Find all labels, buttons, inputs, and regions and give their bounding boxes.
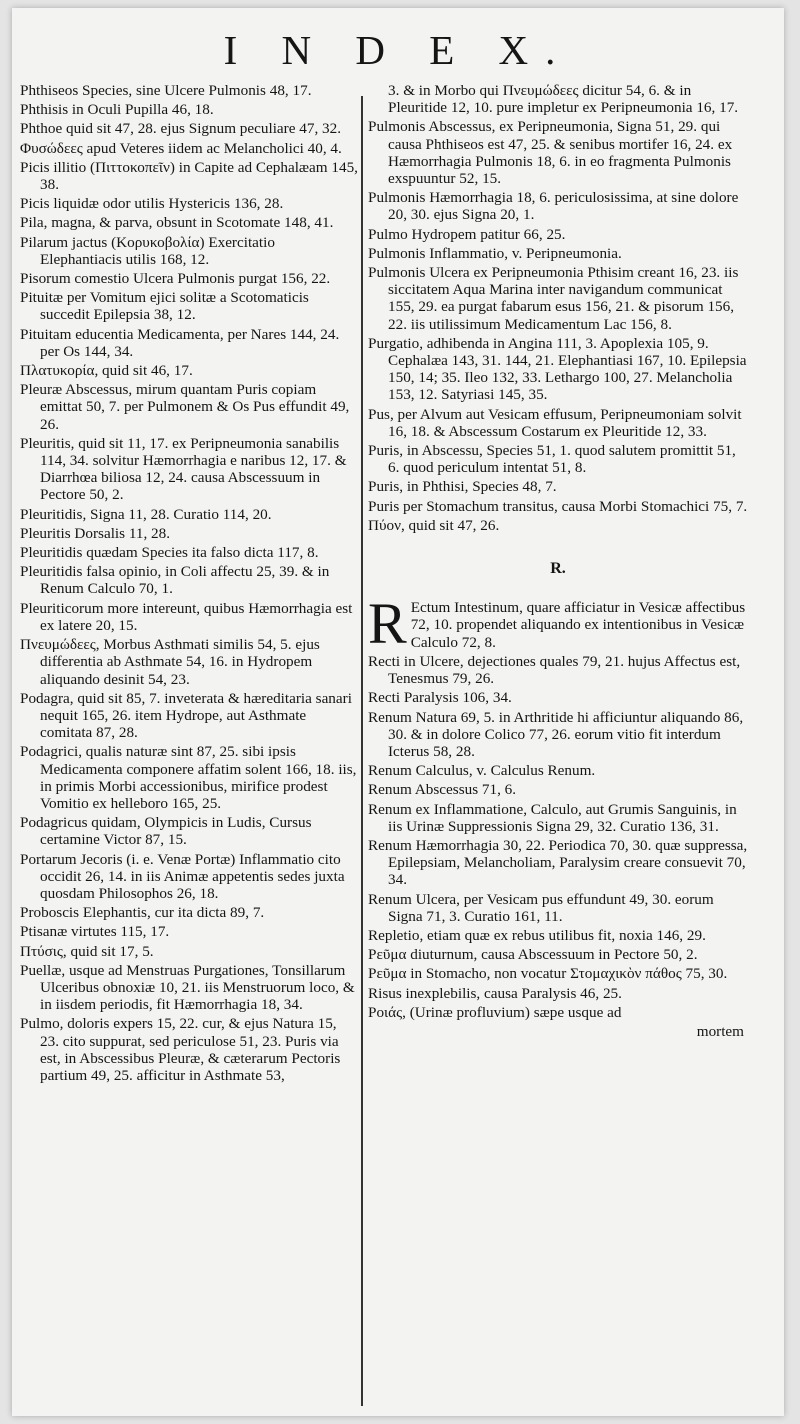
list-item: [368, 591, 748, 657]
list-item: Pila, magna, & parva, obsunt in Scotomate 148, 41.: [20, 214, 334, 232]
list-item: Renum Calculus, v. Calculus Renum.: [368, 762, 596, 780]
list-item: Phthiseos Species, sine Ulcere Pulmonis 48, 17.: [20, 82, 312, 99]
list-item: Pleuriticorum more intereunt, quibus Hæmorrhagia est ex latere 20, 15.: [20, 599, 353, 634]
list-item: Repletio, etiam quæ ex rebus utilibus fit, noxia 146, 29.: [368, 926, 706, 944]
list-item: Πτύσις, quid sit 17, 5.: [20, 942, 154, 960]
list-item: Renum Ulcera, per Vesicam pus effundunt 49, 30. eorum Signa 71, 3. Curatio 161, 11.: [368, 890, 714, 925]
list-item: Ptisanæ virtutes 115, 17.: [20, 923, 170, 941]
list-item: Podagra, quid sit 85, 7. inveterata & hæreditaria sanari nequit 165, 26. item Hydrope, aut Asthmate comitata 87, 28.: [20, 689, 352, 742]
list-item: Ρεῦμα in Stomacho, non vocatur Στομαχικὸν πάθος 75, 30.: [368, 965, 728, 983]
drop-cap-text: Ectum Intestinum, quare afficiatur in Vesicæ affectibus 72, 10. propendet aliquando ex intentionibus in Vesicæ Calculo 72, 8.: [410, 599, 746, 651]
index-page: [12, 8, 784, 1416]
list-item: Puris per Stomachum transitus, causa Morbi Stomachici 75, 7.: [368, 497, 748, 515]
list-item: Pituitæ per Vomitum ejici solitæ a Scotomaticis succedit Epilepsia 38, 12.: [20, 289, 309, 324]
list-item: 3. & in Morbo qui Πνευμώδεες dicitur 54, 6. & in Pleuritide 12, 10. pure impletur ex Peripneumonia 16, 17.: [388, 82, 739, 117]
list-item: Puellæ, usque ad Menstruas Purgationes, Tonsillarum Ulceribus obnoxiæ 10, 21. iis Menstruorum loco, & in iisdem periodis, fit Hæmorrhagia 18, 34.: [20, 961, 355, 1014]
list-item: Ροιάς, (Urinæ profluvium) sæpe usque ad: [368, 1003, 622, 1021]
list-item: Portarum Jecoris (i. e. Venæ Portæ) Inflammatio cito occidit 26, 14. in iis Animæ appetentis sedes juxta quosdam Philosophos 26, 18.: [20, 850, 345, 902]
catchword: mortem: [696, 1022, 744, 1040]
list-item: Risus inexplebilis, causa Paralysis 46, 25.: [368, 984, 622, 1002]
list-item: Podagrici, qualis naturæ sint 87, 25. sibi ipsis Medicamenta componere affatim solent 166, 18. iis, in primis Morbi accessionibus, mirifice prodest Vomitio ex helleboro 165, 25.: [20, 743, 357, 812]
list-item: Recti in Ulcere, dejectiones quales 79, 21. hujus Affectus est, Tenesmus 79, 26.: [368, 652, 741, 688]
list-item: Pulmonis Hæmorrhagia 18, 6. periculosissima, at sine dolore 20, 30. ejus Signa 20, 1.: [368, 189, 739, 224]
list-item: Puris, in Abscessu, Species 51, 1. quod salutem promittit 51, 6. quod periculum intentat 51, 8.: [368, 442, 736, 477]
list-item: Picis liquidæ odor utilis Hystericis 136, 28.: [20, 195, 284, 213]
list-item: Pleuritis, quid sit 11, 17. ex Peripneumonia sanabilis 114, 34. solvitur Hæmorrhagia e naribus 12, 17. & Diarrhœa biliosa 12, 24. causa Abscessuum in Pectore 50, 2.: [20, 434, 347, 504]
list-item: Pisorum comestio Ulcera Pulmonis purgat 156, 22.: [20, 270, 331, 288]
list-item: Pleuritidis falsa opinio, in Coli affectu 25, 39. & in Renum Calculo 70, 1.: [20, 563, 330, 598]
list-item: Pulmo Hydropem patitur 66, 25.: [368, 225, 566, 243]
list-item: Pleuritidis, Signa 11, 28. Curatio 114, 20.: [20, 505, 272, 523]
list-item: Ρεῦμα diuturnum, causa Abscessuum in Pectore 50, 2.: [368, 946, 698, 964]
list-item: Pulmonis Abscessus, ex Peripneumonia, Signa 51, 29. qui causa Phthiseos est 47, 25. & senibus mortifer 16, 24. ex Hæmorrhagia Pulmonis 18, 6. in eo fragmenta Pulmonis exspuuntur 52, 15.: [368, 118, 733, 188]
page-title: I N D E X.: [223, 27, 573, 73]
drop-cap: R: [368, 591, 407, 657]
list-item: Pulmonis Ulcera ex Peripneumonia Pthisim creant 16, 23. iis siccitatem Aqua Marina inter navigandum communicat 155, 29. ea purgat fabarum esus 156, 21. & pisorum 156, 22. iis utilissimum Medicamentum Lac 156, 8.: [368, 264, 739, 333]
list-item: Renum Natura 69, 5. in Arthritide hi afficiuntur aliquando 86, 30. & in dolore Colico 77, 26. eorum vitio fit interdum Icterus 58, 28.: [368, 708, 744, 760]
list-item: Picis illitio (Πιττοκοπεῖν) in Capite ad Cephalæam 145, 38.: [20, 158, 358, 194]
list-item: Pulmo, doloris expers 15, 22. cur, & ejus Natura 15, 23. cito suppurat, sed periculose 51, 23. Puris via est, in Abscessibus Pleuræ, & cæterarum Pectoris partium 49, 25. afficitur in Asthmate 53,: [20, 1015, 341, 1084]
list-item: Πύον, quid sit 47, 26.: [368, 516, 500, 534]
left-column: [20, 82, 358, 1086]
list-item: Phthisis in Oculi Pupilla 46, 18.: [20, 101, 214, 119]
list-item: Puris, in Phthisi, Species 48, 7.: [368, 478, 557, 496]
list-item: Πλατυκορία, quid sit 46, 17.: [20, 362, 193, 380]
list-item: Pleuritidis quædam Species ita falso dicta 117, 8.: [20, 544, 319, 562]
list-item: Renum ex Inflammatione, Calculo, aut Grumis Sanguinis, in iis Urinæ Suppressionis Signa 29, 32. Curatio 136, 31.: [368, 800, 737, 835]
list-item: Pulmonis Inflammatio, v. Peripneumonia.: [368, 244, 622, 262]
section-heading-r: R.: [550, 560, 566, 578]
list-item: Purgatio, adhibenda in Angina 111, 3. Apoplexia 105, 9. Cephalæa 143, 31. 144, 21. Elephantiasi 167, 10. Epilepsia 150, 14; 35. Ileo 132, 33. Lethargo 100, 27. Melancholia 153, 12. Satyriasi 145, 35.: [368, 334, 747, 404]
list-item: Pus, per Alvum aut Vesicam effusum, Peripneumoniam solvit 16, 18. & Abscessum Costarum ex Pleuritide 12, 33.: [368, 405, 742, 440]
list-item: Proboscis Elephantis, cur ita dicta 89, 7.: [20, 904, 265, 922]
list-item: Recti Paralysis 106, 34.: [368, 689, 512, 707]
list-item: Pituitam educentia Medicamenta, per Nares 144, 24. per Os 144, 34.: [20, 325, 340, 360]
list-item: Pleuræ Abscessus, mirum quantam Puris copiam emittat 50, 7. per Pulmonem & Os Pus effundit 49, 26.: [20, 381, 350, 433]
column-divider: [361, 96, 363, 1406]
list-item: Pilarum jactus (Κορυκοβολία) Exercitatio Elephantiacis utilis 168, 12.: [20, 233, 275, 268]
list-item: Φυσώδεες apud Veteres iidem ac Melancholici 40, 4.: [20, 139, 342, 157]
list-item: Πνευμώδεες, Morbus Asthmati similis 54, 5. ejus differentia ab Asthmate 54, 16. in Hydropem aliquando desinit 54, 23.: [20, 636, 320, 688]
list-item: Renum Hæmorrhagia 30, 22. Periodica 70, 30. quæ suppressa, Epilepsiam, Melancholiam, Paralysim creare consuevit 70, 34.: [368, 836, 748, 889]
list-item: Podagricus quidam, Olympicis in Ludis, Cursus certamine Victor 87, 15.: [20, 814, 312, 849]
list-item: Pleuritis Dorsalis 11, 28.: [20, 524, 171, 542]
list-item: Phthoe quid sit 47, 28. ejus Signum peculiare 47, 32.: [20, 120, 342, 138]
list-item: Renum Abscessus 71, 6.: [368, 781, 517, 799]
right-column: [368, 82, 748, 1040]
